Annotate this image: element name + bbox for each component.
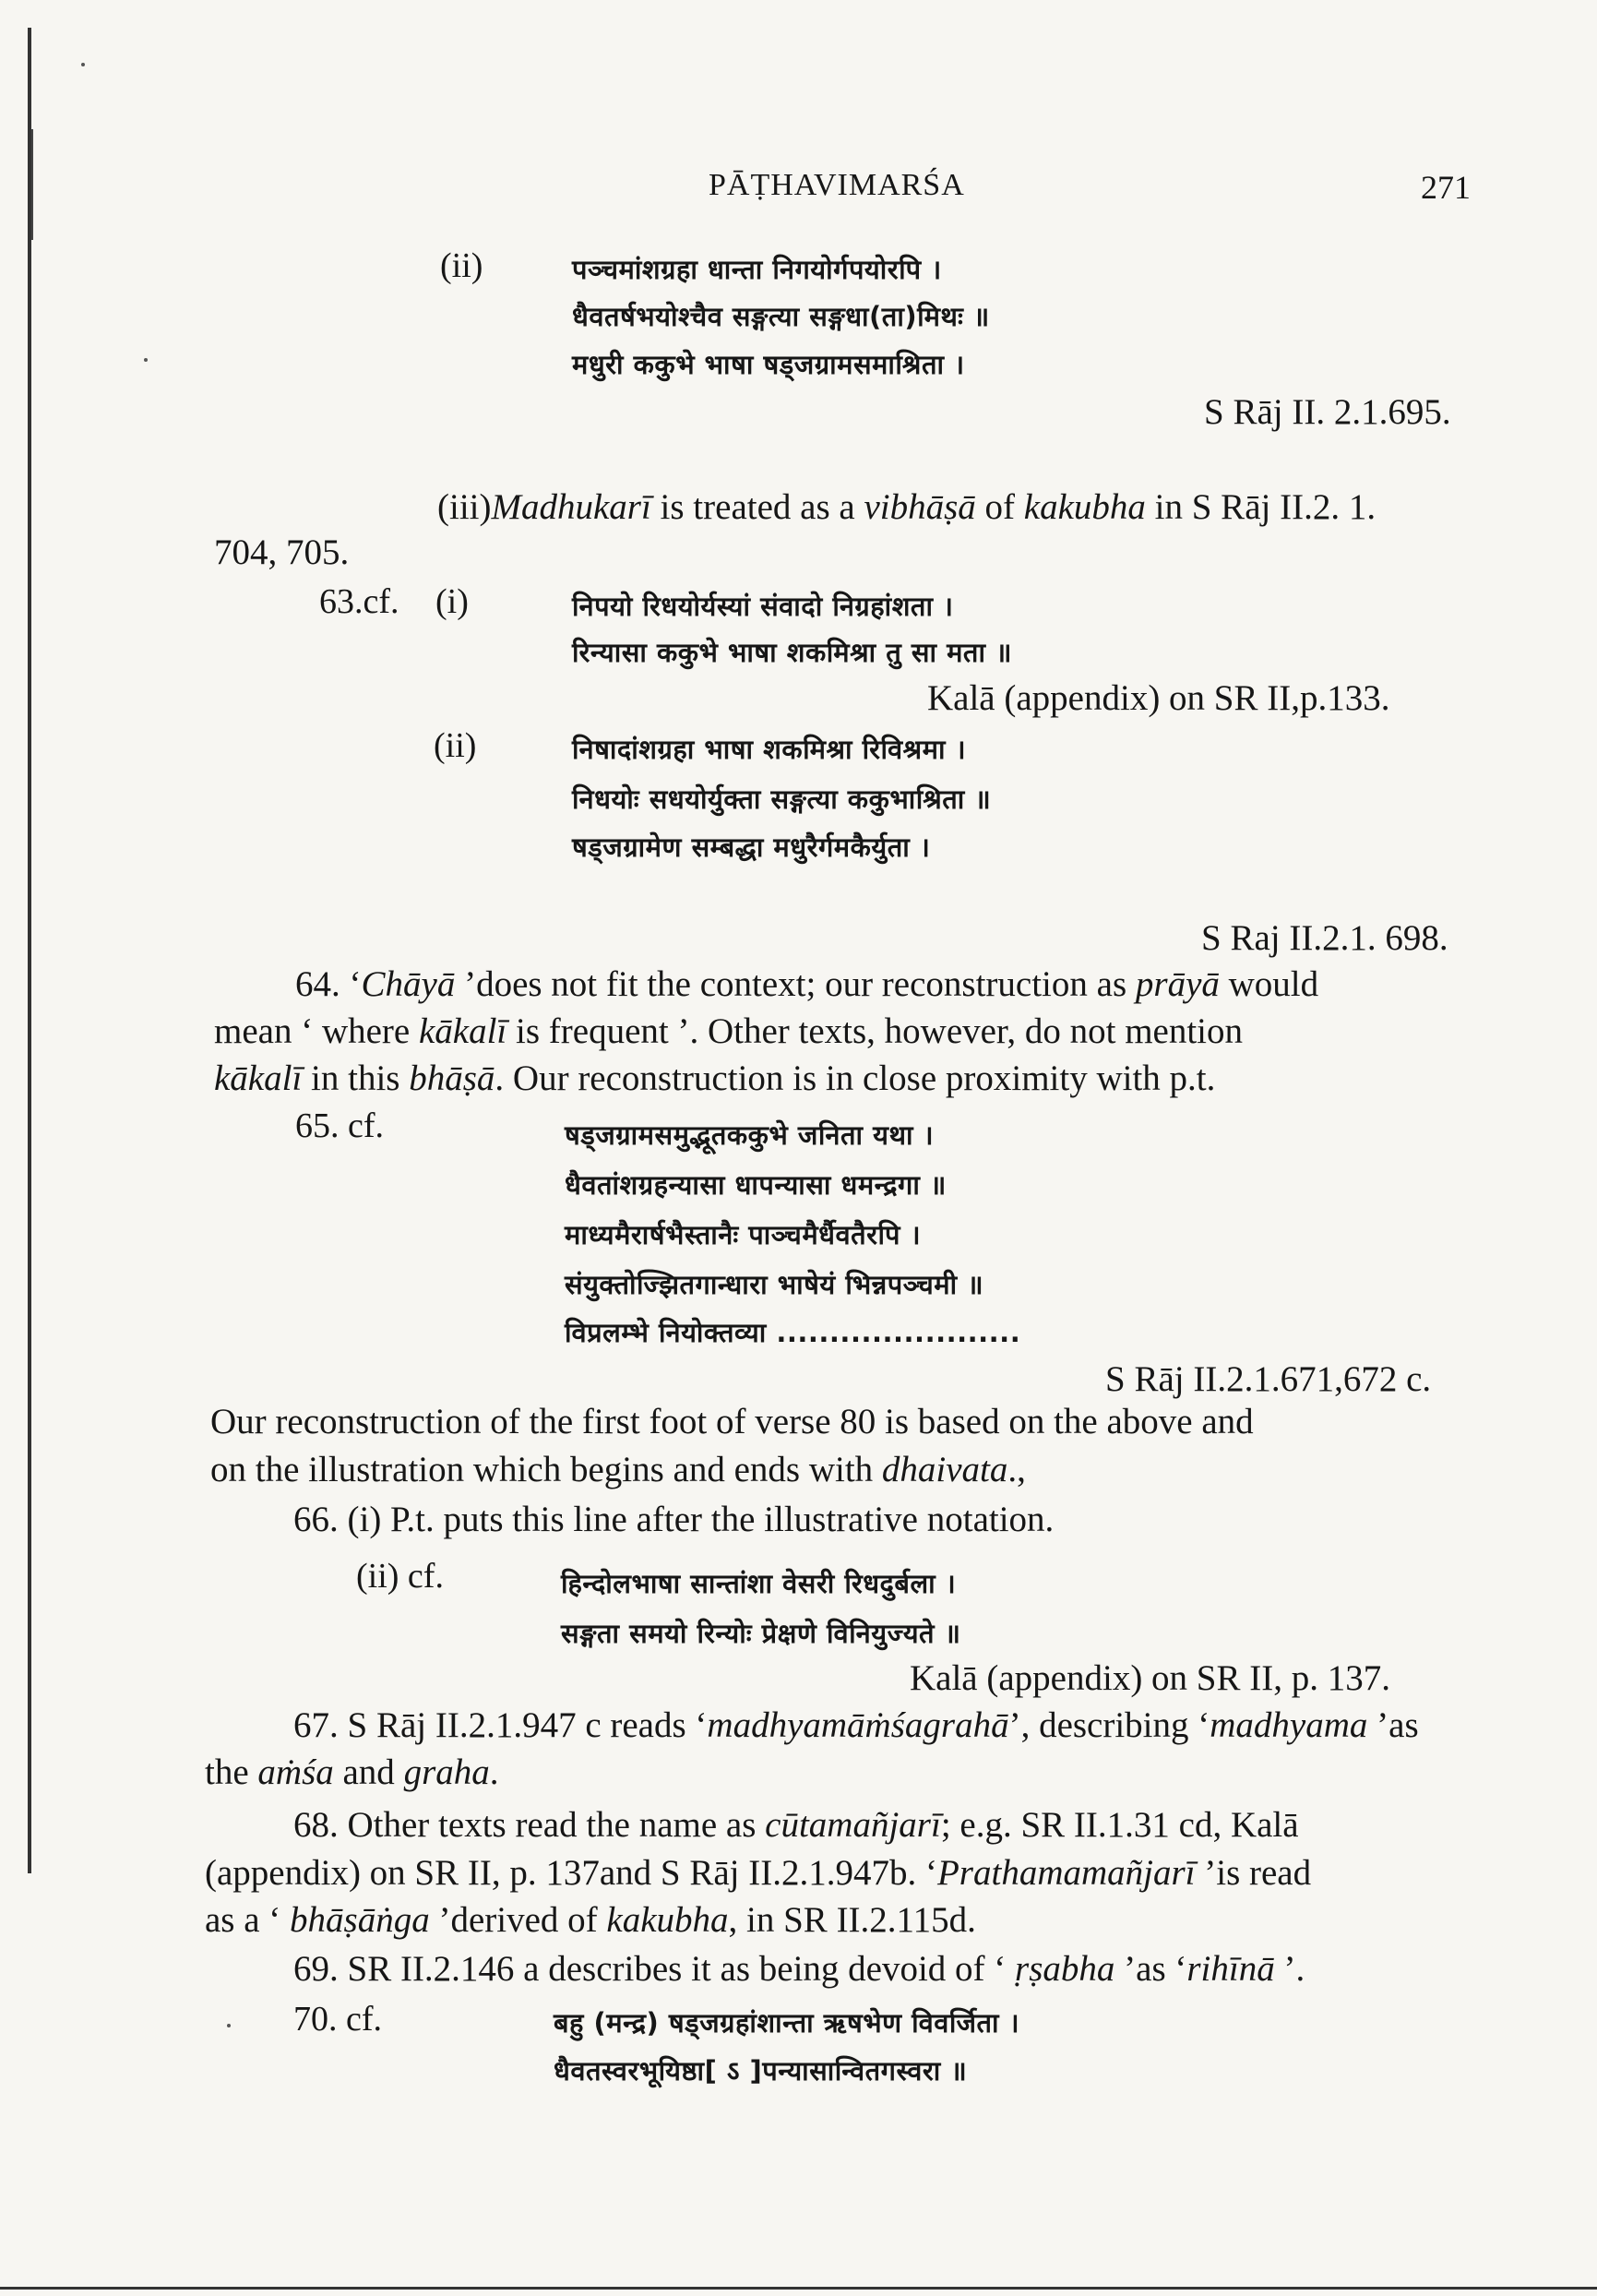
note-68-line-2 <box>205 1852 1311 1894</box>
emphasis: bhāṣāṅga <box>290 1900 430 1940</box>
text: 67. S Rāj II.2.1.947 c reads ‘ <box>293 1705 708 1745</box>
emphasis: Prathamamañjarī <box>936 1853 1196 1893</box>
emphasis: kākalī <box>418 1011 507 1051</box>
emphasis: bhāṣā <box>409 1058 495 1098</box>
text: ’is read <box>1195 1853 1312 1893</box>
text: mean ‘ where <box>214 1011 419 1051</box>
source-reference: S Raj II.2.1. 698. <box>1201 918 1448 958</box>
note-64-line-2 <box>214 1010 1243 1052</box>
note-label: (iii) <box>437 487 492 527</box>
sanskrit-verse-line: धैवतांशग्रहन्यासा धापन्यासा धमन्द्रगा ॥ <box>565 1169 947 1201</box>
sanskrit-verse-line: माध्यमैरार्षभैस्तानैः पाञ्चमैर्धैवतैरपि । <box>565 1219 922 1250</box>
page-number: 271 <box>1421 169 1471 206</box>
note-70-label: 70. cf. <box>293 2000 383 2039</box>
sanskrit-verse-line: मधुरी ककुभे भाषा षड्जग्रामसमाश्रिता । <box>572 349 965 380</box>
sanskrit-verse-line: षड्जग्रामसमुद्भूतककुभे जनिता यथा । <box>565 1119 935 1151</box>
sanskrit-verse-line: निधयोः सधयोर्युक्ता सङ्गत्या ककुभाश्रिता ॥ <box>572 783 992 815</box>
text: as a ‘ <box>205 1900 291 1940</box>
binding-edge-shadow <box>28 28 31 1873</box>
source-reference: Kalā (appendix) on SR II,p.133. <box>927 678 1390 718</box>
note-65-label: 65. cf. <box>295 1106 385 1145</box>
note-66-line-1: 66. (i) P.t. puts this line after the illustrative notation. <box>293 1500 1055 1539</box>
text: is frequent ’. Other texts, however, do not mention <box>507 1011 1244 1051</box>
emphasis: madhyama <box>1210 1705 1368 1745</box>
note-63-label: 63.cf. <box>319 582 399 621</box>
text: (appendix) on SR II, p. 137and S Rāj II.2.1.947b. ‘ <box>205 1853 937 1893</box>
emphasis: madhyamāṁśagrahā <box>707 1705 1009 1745</box>
note-63-i-label: (i) <box>435 582 469 621</box>
binding-edge-mark <box>31 129 33 240</box>
text: of <box>975 487 1024 527</box>
emphasis: prāyā <box>1135 964 1220 1004</box>
text: . Our reconstruction is in close proximity with p.t. <box>495 1058 1216 1098</box>
emphasis: kakubha <box>606 1900 729 1940</box>
sanskrit-verse-line: निषादांशग्रहा भाषा शकमिश्रा रिविश्रमा । <box>572 734 967 765</box>
note-63-ii-label: (ii) <box>434 726 477 765</box>
emphasis: kākalī <box>214 1058 303 1098</box>
text: , in SR II.2.115d. <box>728 1900 976 1940</box>
note-67-line-1 <box>293 1704 1419 1746</box>
sanskrit-verse-line: धैवतर्षभयोश्चैव सङ्गत्या सङ्गधा(ता)मिथः ॥ <box>572 301 990 332</box>
text: 68. Other texts read the name as <box>293 1805 766 1845</box>
emphasis: cūtamañjarī <box>765 1805 941 1845</box>
text: ’as <box>1367 1705 1419 1745</box>
text: ’as ‘ <box>1114 1949 1187 1989</box>
note-62-ii-label: (ii) <box>440 246 483 285</box>
note-66-ii-label: (ii) cf. <box>356 1557 444 1596</box>
text: ’. <box>1274 1949 1305 1989</box>
text: 64. ‘ <box>295 964 362 1004</box>
sanskrit-verse-line: रिन्यासा ककुभे भाषा शकमिश्रा तु सा मता ॥ <box>572 637 1012 668</box>
scan-speck <box>144 358 148 362</box>
source-reference: Kalā (appendix) on SR II, p. 137. <box>910 1658 1390 1698</box>
sanskrit-verse-line: धैवतस्वरभूयिष्ठा[ ऽ ]पन्यासान्वितगस्वरा ॥ <box>554 2055 968 2087</box>
emphasis: vibhāṣā <box>864 487 976 527</box>
sanskrit-verse-line: षड्जग्रामेण सम्बद्धा मधुरैर्गमकैर्युता । <box>572 831 931 863</box>
sanskrit-verse-line: बहु (मन्द्र) षड्जग्रहांशान्ता ऋषभेण विवर्जिता । <box>554 2007 1020 2039</box>
text: and <box>333 1752 404 1792</box>
note-65-paragraph-line-2 <box>210 1449 1026 1490</box>
sanskrit-verse-line: पञ्चमांशग्रहा धान्ता निगयोर्गपयोरपि । <box>572 254 942 285</box>
note-65-paragraph-line-1: Our reconstruction of the first foot of verse 80 is based on the above and <box>210 1402 1254 1441</box>
text: ’does not fit the context; our reconstruction as <box>455 964 1136 1004</box>
emphasis: kakubha <box>1023 487 1146 527</box>
note-64-line-3 <box>214 1058 1215 1099</box>
text: ., <box>1007 1450 1026 1489</box>
emphasis: rihīnā <box>1186 1949 1275 1989</box>
note-62-iii-paragraph <box>437 486 1376 528</box>
source-reference: S Rāj II. 2.1.695. <box>1204 392 1451 432</box>
page-bottom-edge <box>0 2287 1597 2290</box>
emphasis: dhaivata <box>881 1450 1008 1489</box>
sanskrit-verse-line: सङ्गता समयो रिन्योः प्रेक्षणे विनियुज्यते ॥ <box>561 1618 961 1649</box>
sanskrit-verse-line: निपयो रिधयोर्यस्यां संवादो निग्रहांशता । <box>572 591 954 622</box>
running-header-title: PĀṬHAVIMARŚA <box>709 168 965 202</box>
emphasis: Madhukarī <box>491 487 651 527</box>
sanskrit-verse-line: हिन्दोलभाषा सान्तांशा वेसरी रिधदुर्बला । <box>561 1568 957 1599</box>
source-reference: S Rāj II.2.1.671,672 c. <box>1105 1359 1432 1399</box>
text: would <box>1219 964 1319 1004</box>
emphasis: ṛṣabha <box>1015 1949 1115 1989</box>
note-68-line-3 <box>205 1899 976 1941</box>
note-62-iii-continuation: 704, 705. <box>214 532 350 572</box>
text: . <box>489 1752 499 1792</box>
emphasis: graha <box>403 1752 490 1792</box>
note-64-line-1 <box>295 963 1318 1005</box>
text: ; e.g. SR II.1.31 cd, Kalā <box>940 1805 1299 1845</box>
sanskrit-verse-line: संयुक्तोज्झितगान्धारा भाषेयं भिन्नपञ्चमी ॥ <box>565 1269 984 1300</box>
note-67-line-2 <box>205 1752 499 1793</box>
scan-speck <box>227 2024 231 2027</box>
scan-speck <box>81 63 85 66</box>
text: in S Rāj II.2. 1. <box>1145 487 1377 527</box>
text: is treated as a <box>650 487 864 527</box>
text: on the illustration which begins and ends with <box>210 1450 882 1489</box>
text: 69. SR II.2.146 a describes it as being devoid of ‘ <box>293 1949 1016 1989</box>
sanskrit-verse-line: विप्रलम्भे नियोक्तव्या ....................... <box>565 1317 1021 1348</box>
text: the <box>205 1752 258 1792</box>
text: ’derived of <box>429 1900 607 1940</box>
emphasis: aṁśa <box>257 1752 334 1792</box>
text: ’, describing ‘ <box>1008 1705 1210 1745</box>
emphasis: Chāyā <box>361 964 456 1004</box>
text: in this <box>302 1058 410 1098</box>
note-69-line-1 <box>293 1948 1305 1990</box>
note-68-line-1 <box>293 1804 1299 1846</box>
